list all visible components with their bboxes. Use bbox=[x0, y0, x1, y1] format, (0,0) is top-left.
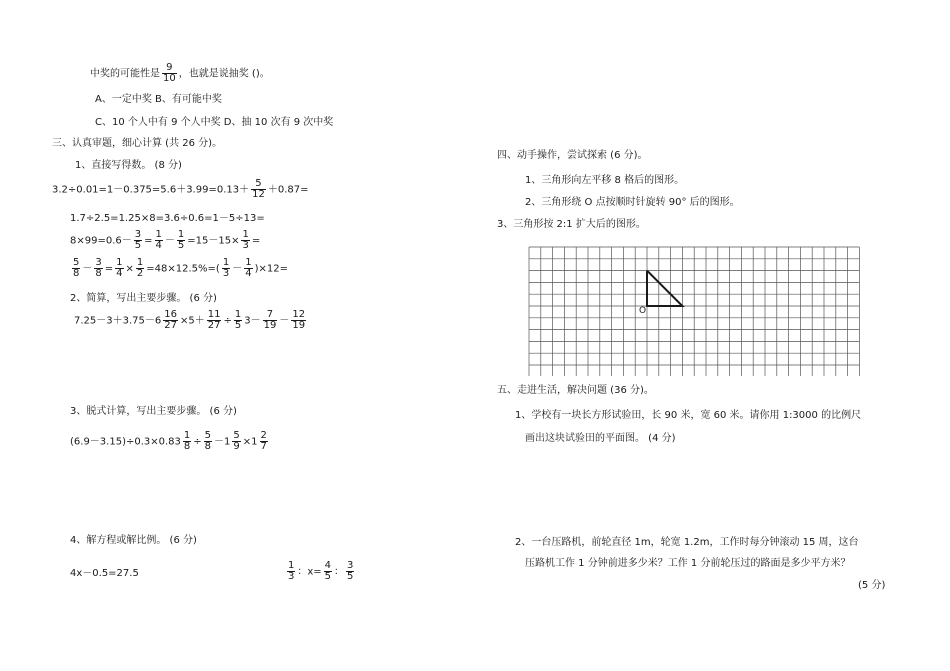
fraction: $\frac{16}{27}$ bbox=[164, 309, 177, 331]
stepwise-expression: (6.9－3.15)÷0.3×0.83 $\frac{1}{8}$ ÷ $\frac{5}{8}$ －1 $\frac{5}{9}$ ×1 $\frac{2}{7}$ bbox=[70, 430, 267, 452]
section-5-title: 五、走进生活，解决问题 (36 分)。 bbox=[497, 385, 654, 396]
subsection-1-title: 1、直接写得数。 (8 分) bbox=[75, 160, 182, 171]
square-grid bbox=[528, 246, 868, 376]
fraction: $\frac{2}{7}$ bbox=[260, 430, 267, 452]
fraction: $\frac{5}{9}$ bbox=[233, 430, 240, 452]
problem-2-line-1: 2、一台压路机，前轮直径 1m，轮宽 1.2m，工作时每分钟滚动 15 周，这台 bbox=[515, 537, 859, 548]
triangle-shape bbox=[647, 271, 682, 306]
problem-1-line-2: 画出这块试验田的平面图。 (4 分) bbox=[525, 433, 676, 444]
subsection-3-title: 3、脱式计算，写出主要步骤。 (6 分) bbox=[70, 406, 237, 417]
problem-2-score: (5 分) bbox=[858, 580, 886, 591]
proportion-equation: $\frac{1}{3}$ ：x= $\frac{4}{5}$ ： $\frac{3}{5}$ bbox=[288, 560, 354, 582]
task-3: 3、三角形按 2:1 扩大后的图形。 bbox=[497, 219, 646, 230]
point-o-label: O bbox=[639, 306, 647, 316]
fraction: $\frac{1}{3}$ bbox=[242, 229, 249, 251]
fraction: $\frac{3}{5}$ bbox=[347, 560, 354, 582]
fraction: $\frac{1}{5}$ bbox=[177, 229, 185, 251]
question-probability: 中奖的可能性是 $\frac{9}{10}$ ，也就是说抽奖 ()。 bbox=[90, 62, 270, 84]
calc-row-3: 8×99=0.6－ $\frac{3}{5}$ = $\frac{1}{4}$ － $\frac{1}{5}$ =15－15× $\frac{1}{3}$ = bbox=[70, 229, 261, 251]
task-1: 1、三角形向左平移 8 格后的图形。 bbox=[525, 175, 685, 186]
subsection-4-title: 4、解方程或解比例。 (6 分) bbox=[70, 535, 197, 546]
fraction: $\frac{1}{4}$ bbox=[245, 257, 252, 279]
calc-row-4: $\frac{5}{8}$ － $\frac{3}{8}$ = $\frac{1}{4}$ × $\frac{1}{2}$ =48×12.5%=( $\frac{1}{3}$ － $\frac{1}{4}$ )×12= bbox=[73, 257, 288, 279]
fraction: $\frac{3}{8}$ bbox=[95, 257, 102, 279]
section-4-title: 四、动手操作，尝试探索 (6 分)。 bbox=[497, 150, 648, 161]
fraction: $\frac{12}{19}$ bbox=[292, 309, 306, 331]
section-3-title: 三、认真审题，细心计算 (共 26 分)。 bbox=[52, 138, 223, 149]
fraction: $\frac{7}{19}$ bbox=[263, 309, 277, 331]
fraction: $\frac{1}{3}$ bbox=[222, 257, 230, 279]
calc-row-1: 3.2÷0.01=1－0.375=5.6＋3.99=0.13＋ $\frac{5}{12}$ ＋0.87= bbox=[52, 178, 309, 200]
grid-lines bbox=[529, 247, 859, 376]
subsection-2-title: 2、简算，写出主要步骤。 (6 分) bbox=[70, 293, 217, 304]
simplify-expression: 7.25－3＋3.75－6 $\frac{16}{27}$ ×5＋ $\frac{11}{27}$ ÷ $\frac{1}{5}$ 3－ $\frac{7}{19}$ － $\frac{12}{19}$ bbox=[74, 309, 306, 331]
task-2: 2、三角形绕 O 点按顺时针旋转 90° 后的图形。 bbox=[525, 197, 740, 208]
fraction: $\frac{5}{8}$ bbox=[204, 430, 212, 452]
fraction: $\frac{1}{4}$ bbox=[155, 229, 162, 251]
problem-2-line-2: 压路机工作 1 分钟前进多少米？工作 1 分前轮压过的路面是多少平方米？ bbox=[525, 558, 851, 569]
problem-1-line-1: 1、学校有一块长方形试验田，长 90 米，宽 60 米。请你用 1:3000 的比例尺 bbox=[515, 410, 862, 421]
fraction: $\frac{1}{2}$ bbox=[136, 257, 144, 279]
fraction: $\frac{11}{27}$ bbox=[207, 309, 221, 331]
options-ab: A、一定中奖 B、有可能中奖 bbox=[95, 94, 222, 105]
fraction: $\frac{5}{8}$ bbox=[73, 257, 80, 279]
fraction: $\frac{9}{10}$ bbox=[163, 62, 176, 84]
calc-row-2: 1.7÷2.5=1.25×8=3.6÷0.6=1－5÷13= bbox=[70, 213, 265, 224]
fraction: $\frac{1}{3}$ bbox=[288, 560, 295, 582]
equation-1: 4x－0.5=27.5 bbox=[70, 568, 139, 579]
options-cd: C、10 个人中有 9 个人中奖 D、抽 10 次有 9 次中奖 bbox=[95, 117, 334, 128]
fraction: $\frac{4}{5}$ bbox=[324, 560, 332, 582]
fraction: $\frac{3}{5}$ bbox=[134, 229, 142, 251]
fraction: $\frac{5}{12}$ bbox=[252, 178, 265, 200]
fraction: $\frac{1}{5}$ bbox=[234, 309, 242, 331]
fraction: $\frac{1}{4}$ bbox=[116, 257, 123, 279]
fraction: $\frac{1}{8}$ bbox=[183, 430, 191, 452]
